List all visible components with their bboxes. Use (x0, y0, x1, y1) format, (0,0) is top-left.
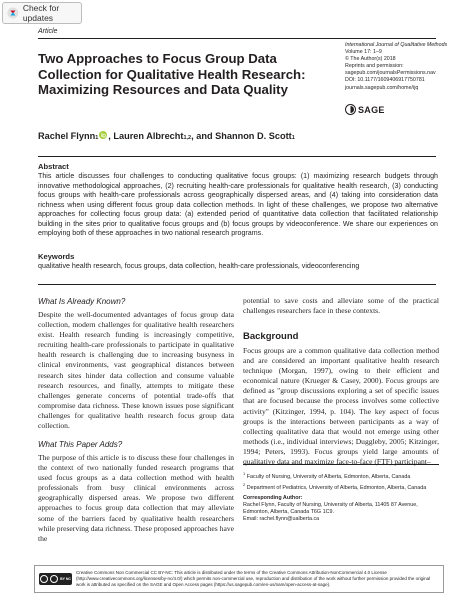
sage-logo-icon (345, 104, 356, 115)
author-name: Shannon D. Scott (215, 131, 292, 141)
continued-text: potential to save costs and alleviate some of the practical challenges researchers face in these contexts. (243, 296, 439, 316)
affiliation-mark: 1 (243, 471, 246, 476)
cc-badge-text: BY NC (60, 577, 71, 581)
journal-info (345, 42, 455, 92)
abstract-heading: Abstract (38, 162, 69, 171)
paper-title: Two Approaches to Focus Group Data Collection for Qualitative Health Research: Maximizing Resources and Data Quality (38, 51, 306, 97)
author-name: Rachel Flynn (38, 131, 96, 141)
affiliation-mark: 2 (243, 481, 246, 487)
journal-line: © The Author(s) 2018 (345, 56, 396, 63)
known-heading: What Is Already Known? (38, 297, 126, 306)
crossmark-icon (7, 6, 19, 20)
adds-heading: What This Paper Adds? (38, 440, 123, 449)
affiliation-line (243, 481, 443, 492)
journal-line: sagepub.com/journalsPermissions.nav (345, 70, 436, 77)
author-affiliation-mark: 1,2 (183, 135, 192, 141)
footnote-divider (243, 464, 439, 465)
author-separator: , (108, 131, 114, 141)
corresponding-email[interactable]: Email: rachel.flynn@ualberta.ca (243, 515, 320, 522)
keywords-text: qualitative health research, focus groups, data collection, health-care professionals, videoconferencing (38, 262, 360, 270)
license-text: Creative Commons Non Commercial CC BY-NC: This article is distributed under the terms of the Creative Commons Attribution-NonCommercial 4.0 License (http://www.creativecommons.org/licenses/by-nc/4.0/) which permits non-commercial use, reproduction and distribution of the work without further permission provided the original work is attributed as specified on the SAGE and Open Access pages (https://us.sagepub.com/en-us/nam/open-access-at-sage). (76, 570, 431, 587)
sage-logo (345, 104, 385, 115)
corresponding-line: Rachel Flynn, Faculty of Nursing, University of Alberta, 11405 87 Avenue, (243, 501, 418, 508)
header-divider (38, 38, 436, 39)
author-list (38, 131, 295, 141)
cc-license-icon (39, 573, 72, 585)
journal-line: Reprints and permission: (345, 63, 404, 70)
author-affiliation-mark: 1 (291, 135, 295, 141)
publisher-name: SAGE (358, 104, 385, 115)
author-name: Lauren Albrecht (113, 131, 184, 141)
orcid-icon[interactable] (99, 131, 107, 139)
affiliation-text: Department of Pediatrics, University of Alberta, Edmonton, Alberta, Canada (246, 484, 427, 491)
check-for-updates-button[interactable] (2, 2, 82, 24)
known-text: Despite the well-documented advantages of focus group data collection, modern challenges for qualitative health researchers exist. Health research funding is increasingly competitive, recruiting health-care professionals to participate in qualitative health research is challenging due to increasing busyness in clinical environments, vast geographical distances between research sites hinder data collection and consume valuable research resources, and finally, attempts to mitigate these challenges generate concerns of potential trade-offs that compromise data richness. These known issues pose significant challenges for qualitative health research focus group data collection. (38, 310, 234, 431)
license-box (34, 565, 444, 593)
journal-line: DOI: 10.1177/1609406917750781 (345, 77, 425, 84)
check-for-updates-label: Check for updates (22, 3, 60, 23)
background-text: Focus groups are a common qualitative data collection method and are considered an important qualitative health research technique (Morgan, 1997), owing to their efficient and economical nature (Krueger & Casey, 2000). Focus groups are defined as "group discussions exploring a set of specific issues that are focused because the process involves some collective activity" (Kitzinger, 1994, p. 104). The key aspect of focus groups is the interactions between participants as a way of collecting qualitative data that would not emerge using other methods (i.e., individual interviews; Duggleby, 2005; Kitzinger, 1994; Peters, 1993). Focus groups yield large amounts of qualitative data and maximize face-to-face (FTF) participant– (243, 346, 439, 467)
affiliation-text: Faculty of Nursing, University of Alberta, Edmonton, Alberta, Canada (246, 473, 411, 480)
author-affiliation-mark: 1 (95, 135, 99, 141)
keywords-heading: Keywords (38, 252, 75, 261)
affiliation-line (243, 470, 443, 481)
article-type-label: Article (38, 28, 58, 35)
corresponding-author-heading: Corresponding Author: (243, 494, 303, 501)
section-divider (38, 284, 436, 285)
adds-text: The purpose of this article is to discuss these four challenges in the context of two nationally funded research programs that used focus groups as a data collection method with health professionals from busy clinical environments across geographically dispersed areas. We propose two different approaches to focus group data collection that may alleviate some of the barriers faced by qualitative health researchers while preserving data richness. These proposed approaches have the (38, 453, 234, 543)
journal-line: Volume 17: 1–9 (345, 49, 382, 56)
corresponding-line: Edmonton, Alberta, Canada T6G 1C9. (243, 508, 334, 515)
section-divider (38, 156, 436, 157)
author-separator: , and (191, 131, 216, 141)
journal-name: International Journal of Qualitative Methods (345, 42, 448, 48)
background-heading: Background (243, 331, 299, 342)
abstract-text: This article discusses four challenges to conducting qualitative focus groups: (1) maximizing research budgets through innovative methodological approaches, (2) recruiting health-care professionals for qualitative health research, (3) conducting focus groups with health-care professionals across geographically dispersed areas, and (4) taking into consideration data richness when using different focus group data collection methods. In light of these challenges, we propose two alternative approaches for collecting focus group data: (a) extended period of quantitative data collection that facilitated relationship building in the sites prior to qualitative focus groups and (b) focus groups by videoconference. We share our experiences on employing both of these approaches in two national research programs. (38, 172, 438, 237)
footnotes (243, 470, 443, 523)
journal-line: journals.sagepub.com/home/ijq (345, 84, 419, 91)
